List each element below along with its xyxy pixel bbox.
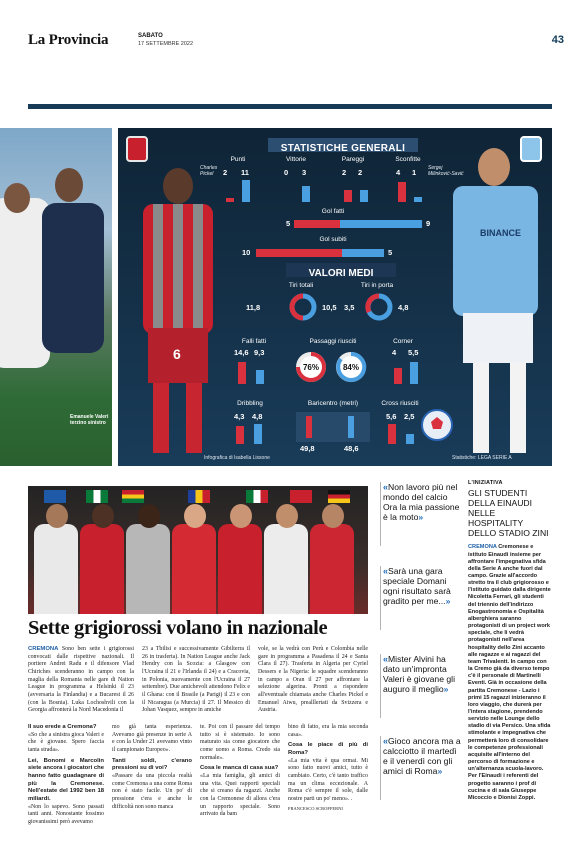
- jersey-sponsor: BINANCE: [480, 228, 522, 238]
- stat-value-left: 4: [392, 348, 397, 357]
- quote-text: Mister Alvini ha dato un'impronta Valeri è giovane gli auguro il meglio: [383, 654, 455, 694]
- interview-answer: «La mia vita è qua ormai. Mi sono fatto nuovi amici, tutto è cambiato. Certo, c'è tanto traffico ma un clima eccezionale. A Roma c'è sempre il sole, dalle nostre parti un po' meno». .: [288, 757, 368, 803]
- byline: FRANCESCO SCROFFERNI: [288, 805, 343, 811]
- stat-value-left: 2: [342, 168, 347, 177]
- cross-bar-right: [406, 434, 414, 444]
- player-leg: [186, 383, 202, 453]
- interview-question: Lei, Bonomi e Marcolin siete ancora i giocatori che hanno fatto guadagnare di più la Cremonese. Nell'estate del 1992 ben 18 miliardi.: [28, 757, 104, 803]
- gol-fatti-bar-left: [294, 220, 340, 228]
- sidebar-body: Cremonese e istituto Einaudi insieme per affrontare l'impegnativa sfida della Serie A anche fuori dal campo. Grazie all'accordo stretto tra il club grigiorosso e l'istituto guidato dalla dirigente Nicoletta Ferrari, gli studenti del triennio dell'indirizzo Enogastronomia e Ospitalità alberghiera saranno protagonisti di un project work speciale, che li vedrà protagonisti nell'area hospitality dello Zini accanto alle ragazze e ai ragazzi del team Trivalentt. In campo con la Cremo già da diverso tempo c'è il personale di Martinelli Eventi. Già in occasione della partita Cremonese - Lazio i primi 15 ragazzi inizieranno il loro viaggio, che durerà per l'intera stagione, prendendo servizio nelle Lounge dello stadio di via Persico. Una sfida stimolante e impegnativa che permetterà loro di consolidare le competenze professionali acquisite all'interno del percorso di formazione e un'alternanza scuola-lavoro. Per l'Einaudi i referenti del progetto saranno i prof di cucina e di sala Giuseppe Micoccio e Dionisi Zoppi.: [468, 544, 551, 801]
- sidebar-title: GLI STUDENTI DELLA EINAUDI NELLE HOSPITALITY DELLO STADIO ZINI: [468, 488, 549, 538]
- dribbling-bar-left: [236, 426, 244, 444]
- quote-open-icon: «: [383, 482, 389, 492]
- stat-value-right: 9,3: [254, 348, 265, 357]
- quote-rule: [380, 654, 381, 718]
- baricentro-bar-left: [306, 416, 312, 438]
- stat-value-left: 4,3: [234, 412, 245, 421]
- stat-value-left: 2: [223, 168, 228, 177]
- falli-bar-right: [256, 370, 264, 384]
- stat-value-left: 5: [286, 219, 291, 228]
- interview-question: Cosa le piace di più di Roma?: [288, 742, 368, 757]
- tiri-totali-ring: [288, 292, 318, 322]
- gol-fatti-bar-right: [340, 220, 422, 228]
- article-text: 23 a Tbilisi e successivamente Gibilterra il 26 in trasferta). In Nation League anche Jack Hendry con la Scozia: a Glasgow con l'Ucraina il 21 e l'Irlanda il 24) e a Cracovia, in Polonia, nuovamente con l'Ucraina il 27 settembre). Due amichevoli attendono Felix e il Ghana: con il Brasile (a Parigi) il 23 e con il Nicaragua (a Murcia) il 27. Il Messico di Johan Vasquez, sempre in amiche: [142, 646, 250, 714]
- quote-close-icon: »: [418, 511, 424, 522]
- stat-bar-left: [398, 180, 406, 202]
- newspaper-logo: La Provincia: [28, 32, 109, 48]
- flag-icon: [44, 490, 66, 503]
- issue-date: 17 SETTEMBRE 2022: [138, 41, 194, 47]
- quote-text: Sarà una gara speciale Domani ogni risultato sarà gradito per me...: [383, 566, 451, 606]
- pull-quote: [383, 482, 461, 523]
- stat-label: Gol subiti: [319, 236, 347, 243]
- interview-answer: «La mia famiglia, gli amici di una vita. Quei rapporti speciali che si creano da ragazzi. Anche con la Cremonese di allora c'era un rapporto speciale. Sono arrivato da bam: [200, 773, 280, 818]
- dateline: CREMONA: [468, 544, 497, 551]
- quote-close-icon: »: [443, 683, 449, 694]
- stat-value-right: 4,8: [252, 412, 263, 421]
- jersey-number: 6: [173, 346, 181, 362]
- article-column-1: [28, 646, 134, 715]
- player-figure: [42, 203, 104, 353]
- team-player: [126, 524, 170, 614]
- section-tag: L'INIZIATIVA: [468, 480, 503, 486]
- stat-value-left: 49,8: [300, 444, 315, 453]
- stat-label: Passaggi riusciti: [309, 338, 357, 345]
- stat-value-right: 11: [241, 168, 249, 177]
- stats-source: Statistiche: LEGA SERIE A: [452, 455, 512, 461]
- interview-question: Tanti soldi, c'erano pressioni su di voi?: [112, 757, 192, 772]
- player-right-figure: [438, 148, 548, 458]
- pull-quote: [383, 654, 461, 695]
- stat-value-left: 3,5: [344, 303, 355, 312]
- dateline: CREMONA: [28, 646, 59, 652]
- flag-icon: [188, 490, 210, 503]
- stat-value-left: 4: [396, 168, 401, 177]
- team-player: [34, 524, 78, 614]
- interview-answer: «Non lo sapevo. Sono passati tanti anni. Nonostante fossimo giovanissimi però avevamo: [28, 803, 104, 826]
- interview-column-3: [200, 724, 280, 819]
- player-leg: [510, 363, 526, 453]
- quote-rule: [380, 482, 381, 546]
- player-head: [478, 148, 510, 186]
- stats-average-title: VALORI MEDI: [308, 268, 374, 279]
- interview-column-4: [288, 724, 368, 812]
- quote-open-icon: «: [383, 566, 389, 576]
- stat-value-right: 48,6: [344, 444, 359, 453]
- stat-label: Cross riusciti: [381, 400, 419, 407]
- stat-label: Dribbling: [237, 400, 263, 407]
- stats-general-title: STATISTICHE GENERALI: [280, 143, 406, 154]
- player-right-name: Sergej Milinković-Savić: [428, 165, 464, 177]
- interview-answer: bino di fatto, era la mia seconda casa».: [288, 724, 368, 738]
- flag-icon: [328, 490, 350, 503]
- photo-caption: Emanuele Valeri terzino sinistro: [70, 414, 109, 426]
- player-leg: [473, 363, 489, 453]
- stat-value-left: 0: [284, 168, 289, 177]
- quote-rule: [380, 736, 381, 800]
- masthead: [28, 30, 564, 52]
- sidebar-text: [468, 544, 552, 802]
- interview-column-2: [112, 724, 192, 811]
- cross-bar-left: [388, 424, 396, 444]
- flag-icon: [122, 490, 144, 503]
- flag-icon: [246, 490, 268, 503]
- flag-icon: [290, 490, 312, 503]
- team-player: [172, 524, 216, 614]
- stat-bar-right: [414, 180, 422, 202]
- player-head: [163, 168, 193, 204]
- interview-answer: te. Poi con il passare del tempo tutto si è sistemato. Io sono maturato sia come giocatore che come uomo a Roma. Credo sia normale».: [200, 724, 280, 761]
- stat-label: Pareggi: [341, 156, 365, 163]
- stat-label: Tiri totali: [288, 282, 314, 289]
- stat-label: Gol fatti: [321, 208, 345, 215]
- quote-open-icon: «: [383, 736, 389, 746]
- interview-answer: «So che a sinistra gioca Valeri e che è giovane. Spero faccia tanta strada».: [28, 731, 104, 754]
- stat-label: Punti: [230, 156, 246, 163]
- section-rule: [28, 104, 552, 109]
- stat-bar-left: [286, 180, 294, 202]
- article-text: vole, se la vedrà con Perù e Colombia nelle gare in programma a Pasadena il 24 e Santa Clara il 27). Trasferta in Algeria per Cyriel Dessers e la Nigeria: le squadre scenderanno in campo a Oran il 27 per affrontare la selezione algerina. Pronti a rispondere all'eventuale chiamata anche Charles Pickel e Emanuel Aiwu, prealllertati da Svizzera e Austria.: [258, 646, 368, 714]
- stat-label: Falli fatti: [241, 338, 267, 345]
- team-player: [264, 524, 308, 614]
- stat-value-left: 14,6: [234, 348, 249, 357]
- player-left-name: Charles Pickel: [200, 165, 218, 177]
- stat-value-right: 2: [358, 168, 363, 177]
- stat-label: Corner: [393, 338, 413, 345]
- gol-subiti-bar-right: [342, 249, 384, 257]
- interview-column-1: [28, 724, 104, 827]
- interview-answer: «Passare da una piccola realtà come Cremona a una come Roma non è stato facile. Un po' di pressione c'era e anche le difficoltà non sono manca: [112, 773, 192, 810]
- stat-bar-right: [360, 180, 368, 202]
- player-leg: [153, 383, 169, 453]
- dribbling-bar-right: [254, 424, 262, 444]
- flag-icon: [86, 490, 108, 503]
- passaggi-left-ring: [294, 350, 328, 384]
- stats-general-banner: [268, 138, 418, 152]
- quote-open-icon: «: [383, 654, 389, 664]
- infographic-credit: Infografica di Isabella Lissone: [204, 455, 270, 461]
- sidebar-article: [468, 480, 552, 802]
- stat-bar-right: [302, 180, 310, 202]
- page-number: 43: [551, 34, 564, 46]
- quote-text: Non lavoro più nel mondo del calcio Ora la mia passione è la moto: [383, 482, 460, 522]
- stat-value-left: 5,6: [386, 412, 397, 421]
- stat-label: Sconfitte: [395, 156, 421, 163]
- baricentro-bar-right: [348, 416, 354, 438]
- article-text: Sono ben sette i grigiorossi convocati dalle rispettive nazionali. Il portiere Andrei Radu e il difensore Vlad Chiriches scenderanno in campo con la maglia della Romania nelle gare di Nation League in programma a Helsinki il 23 (avversaria la Finlandia) e a Bucarest il 26 (con la Bosnia). Luka Lochoshvili con la Georgia affronterà la Nord Macedonia il: [28, 646, 134, 714]
- team-player: [218, 524, 262, 614]
- stats-average-banner: [286, 263, 396, 277]
- article-headline: Sette grigiorossi volano in nazionale: [28, 617, 328, 639]
- stat-value-left: 11,8: [246, 303, 261, 312]
- passaggi-right-ring: [334, 350, 368, 384]
- stat-value-right: 3: [302, 168, 307, 177]
- stat-bar-left: [226, 180, 234, 202]
- tiri-porta-ring: [364, 292, 394, 322]
- stat-bar-right: [242, 180, 250, 202]
- player-head: [55, 168, 83, 202]
- corner-bar-left: [394, 368, 402, 384]
- stat-value-right: 9: [426, 219, 431, 228]
- gol-subiti-bar-left: [256, 249, 342, 257]
- pull-quote: [383, 566, 461, 607]
- quote-close-icon: »: [445, 595, 451, 606]
- stat-label: Tiri in porta: [360, 282, 394, 289]
- stat-value-right: 5,5: [408, 348, 419, 357]
- interview-answer: mo già tanta esperienza. Avevamo già presenze in serie A e con la Under 21 avevamo vinto il campionato Europeo».: [112, 724, 192, 754]
- player-head: [4, 183, 30, 213]
- stat-value-right: 4,8: [398, 303, 409, 312]
- article-column-3: [258, 646, 368, 715]
- cremonese-crest-icon: [126, 136, 148, 162]
- stat-value-right: 1: [412, 168, 417, 177]
- player-left-figure: [128, 168, 223, 458]
- corner-bar-right: [410, 362, 418, 384]
- stat-label: Vittorie: [285, 156, 307, 163]
- player-shorts: [463, 313, 533, 363]
- falli-bar-left: [238, 362, 246, 384]
- interview-question: Il suo erede a Cremona?: [28, 724, 97, 730]
- match-infographic: [118, 128, 552, 466]
- stat-value-right: 10,5: [322, 303, 337, 312]
- quote-close-icon: »: [437, 765, 443, 776]
- passaggi-left-value: 76%: [302, 363, 320, 372]
- quote-rule: [380, 566, 381, 630]
- stat-value-right: 5: [388, 248, 393, 257]
- team-photo: [28, 486, 368, 614]
- article-column-2: [142, 646, 250, 715]
- passaggi-right-value: 84%: [342, 363, 360, 372]
- team-player: [80, 524, 124, 614]
- player-photo-left: [0, 128, 112, 466]
- player-jersey: [453, 186, 538, 316]
- team-player: [310, 524, 354, 614]
- stat-label: Baricentro (metri): [307, 400, 359, 407]
- football-icon: [420, 408, 454, 442]
- player-jersey: [143, 204, 213, 334]
- interview-question: Cosa le manca di casa sua?: [200, 765, 279, 772]
- stat-value-right: 2,5: [404, 412, 415, 421]
- stat-value-left: 10: [242, 248, 251, 257]
- pull-quote: [383, 736, 461, 777]
- issue-day: SABATO: [138, 33, 163, 39]
- stat-bar-left: [344, 180, 352, 202]
- quote-text: Gioco ancora ma a calcciotto il martedì e il venerdì con gli amici di Roma: [383, 736, 461, 776]
